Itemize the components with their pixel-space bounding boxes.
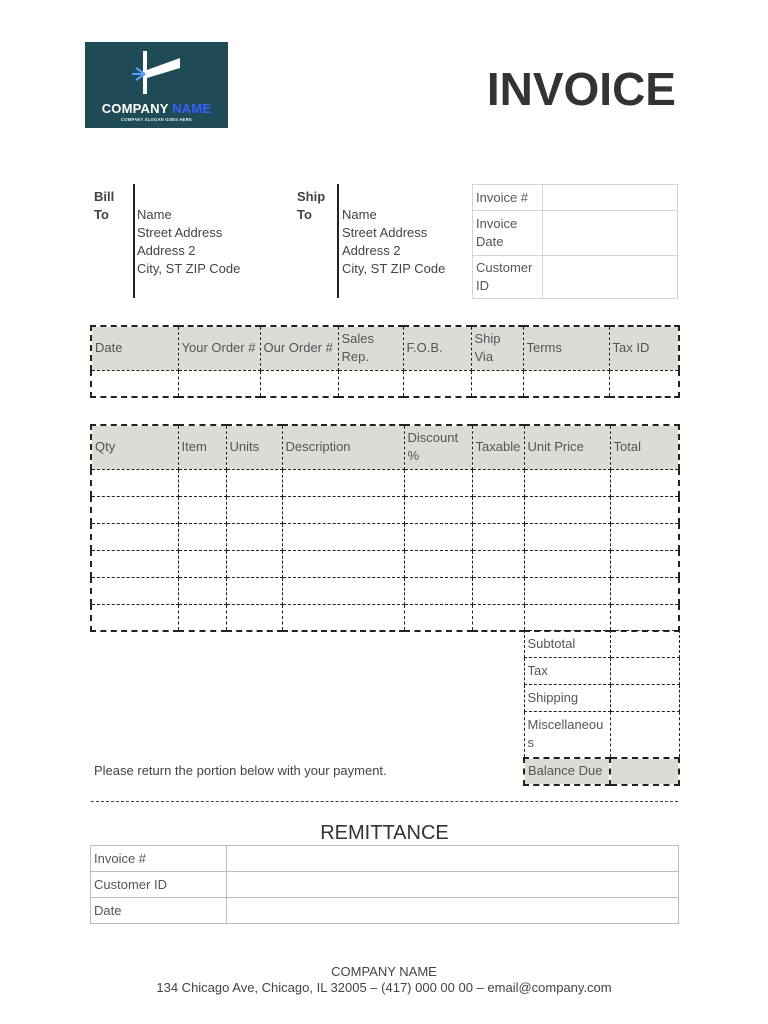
items-header-cell: Description [282, 425, 404, 469]
footer [0, 964, 768, 996]
invoice-title: INVOICE [486, 63, 676, 115]
remittance-title: REMITTANCE [320, 822, 449, 844]
invoice-meta-table [472, 184, 678, 299]
order-header-cell: Sales Rep. [338, 326, 403, 370]
meta-value[interactable] [543, 211, 678, 256]
items-header-cell: Taxable [472, 425, 524, 469]
order-entry-cell[interactable] [178, 370, 260, 397]
summary-value[interactable] [610, 685, 679, 712]
remittance-value[interactable] [227, 846, 679, 872]
bill-to-address: Name Street Address Address 2 City, ST ZIP Code [137, 207, 241, 276]
summary-value[interactable] [610, 631, 679, 658]
order-entry-cell[interactable] [403, 370, 471, 397]
summary-table [523, 630, 680, 786]
order-header-cell: Date [91, 326, 178, 370]
balance-due-row [524, 758, 679, 785]
line-item-cell[interactable] [524, 550, 610, 577]
order-entry-cell[interactable] [471, 370, 523, 397]
items-header-cell: Units [226, 425, 282, 469]
line-item-cell[interactable] [226, 469, 282, 496]
line-item-cell[interactable] [524, 604, 610, 631]
meta-row [473, 256, 678, 299]
line-item-cell[interactable] [91, 496, 178, 523]
line-item-cell[interactable] [524, 577, 610, 604]
summary-row [524, 631, 679, 658]
line-item-cell[interactable] [178, 523, 226, 550]
line-item-cell[interactable] [472, 604, 524, 631]
line-item-cell[interactable] [524, 496, 610, 523]
items-header-cell: Item [178, 425, 226, 469]
meta-label: Invoice # [473, 185, 543, 211]
summary-label: Balance Due [524, 758, 610, 785]
line-item-cell[interactable] [91, 523, 178, 550]
line-item-cell[interactable] [472, 550, 524, 577]
items-header-cell: Discount % [404, 425, 472, 469]
line-item-cell[interactable] [524, 523, 610, 550]
meta-label: Customer ID [473, 256, 543, 299]
meta-value[interactable] [543, 185, 678, 211]
arrow-logo-icon [130, 48, 182, 100]
cut-line [91, 801, 678, 802]
line-item-cell[interactable] [91, 469, 178, 496]
items-header-row [91, 425, 679, 469]
ship-to-address: Name Street Address Address 2 City, ST ZIP Code [342, 207, 446, 276]
items-header-cell: Unit Price [524, 425, 610, 469]
order-header-cell: Tax ID [609, 326, 679, 370]
summary-label: Miscellaneous [524, 712, 610, 758]
line-item-cell[interactable] [404, 577, 472, 604]
line-item-cell[interactable] [282, 604, 404, 631]
bill-to-divider [133, 184, 135, 298]
line-item-cell[interactable] [178, 577, 226, 604]
line-item-cell[interactable] [178, 604, 226, 631]
line-item-cell[interactable] [610, 550, 679, 577]
line-item-cell[interactable] [404, 523, 472, 550]
line-item-cell[interactable] [404, 469, 472, 496]
order-header-cell: Our Order # [260, 326, 338, 370]
line-item-cell[interactable] [282, 469, 404, 496]
summary-label: Tax [524, 658, 610, 685]
summary-label: Subtotal [524, 631, 610, 658]
line-item-cell[interactable] [226, 577, 282, 604]
remittance-row [91, 846, 679, 872]
line-item-cell[interactable] [404, 496, 472, 523]
line-item-row [91, 577, 679, 604]
ship-to-divider [337, 184, 339, 298]
remittance-label: Customer ID [91, 872, 227, 898]
remittance-label: Invoice # [91, 846, 227, 872]
line-item-row [91, 604, 679, 631]
line-item-cell[interactable] [404, 550, 472, 577]
order-header-row [91, 326, 679, 370]
items-header-cell: Total [610, 425, 679, 469]
company-logo [85, 42, 228, 128]
order-entry-cell[interactable] [609, 370, 679, 397]
line-item-cell[interactable] [610, 496, 679, 523]
line-item-cell[interactable] [472, 523, 524, 550]
line-item-cell[interactable] [282, 550, 404, 577]
line-items-table [90, 424, 680, 632]
order-header-cell: Terms [523, 326, 609, 370]
bill-to-label: Bill To [94, 189, 115, 222]
logo-slogan: COMPANY SLOGAN GOES HERE [121, 117, 192, 122]
meta-value[interactable] [543, 256, 678, 299]
remittance-value[interactable] [227, 898, 679, 924]
order-entry-cell[interactable] [523, 370, 609, 397]
order-entry-cell[interactable] [260, 370, 338, 397]
order-header-cell: Your Order # [178, 326, 260, 370]
line-item-cell[interactable] [91, 577, 178, 604]
summary-value[interactable] [610, 658, 679, 685]
line-item-cell[interactable] [282, 577, 404, 604]
line-item-row [91, 469, 679, 496]
summary-label: Shipping [524, 685, 610, 712]
order-entry-cell[interactable] [91, 370, 178, 397]
line-item-cell[interactable] [226, 604, 282, 631]
line-item-cell[interactable] [610, 604, 679, 631]
summary-value[interactable] [610, 758, 679, 785]
summary-row [524, 658, 679, 685]
order-info-table [90, 325, 680, 398]
summary-row [524, 712, 679, 758]
line-item-cell[interactable] [472, 496, 524, 523]
remittance-table [90, 845, 679, 924]
line-item-cell[interactable] [178, 550, 226, 577]
line-item-row [91, 550, 679, 577]
line-item-cell[interactable] [226, 550, 282, 577]
return-note: Please return the portion below with your payment. [94, 763, 387, 778]
line-item-cell[interactable] [226, 523, 282, 550]
line-item-cell[interactable] [178, 469, 226, 496]
items-header-cell: Qty [91, 425, 178, 469]
line-item-cell[interactable] [226, 496, 282, 523]
remittance-row [91, 898, 679, 924]
line-item-row [91, 523, 679, 550]
order-entry-cell[interactable] [338, 370, 403, 397]
remittance-row [91, 872, 679, 898]
line-item-cell[interactable] [610, 523, 679, 550]
meta-label: Invoice Date [473, 211, 543, 256]
footer-company: COMPANY NAME [331, 964, 437, 979]
order-header-cell: F.O.B. [403, 326, 471, 370]
line-item-cell[interactable] [91, 604, 178, 631]
line-item-cell[interactable] [524, 469, 610, 496]
summary-row [524, 685, 679, 712]
footer-contact: 134 Chicago Ave, Chicago, IL 32005 – (417) 000 00 00 – email@company.com [156, 980, 612, 995]
line-item-cell[interactable] [178, 496, 226, 523]
ship-to-label: Ship To [297, 189, 326, 222]
line-item-cell[interactable] [472, 577, 524, 604]
remittance-value[interactable] [227, 872, 679, 898]
line-item-cell[interactable] [91, 550, 178, 577]
line-item-cell[interactable] [282, 496, 404, 523]
summary-value[interactable] [610, 712, 679, 758]
remittance-label: Date [91, 898, 227, 924]
line-item-cell[interactable] [610, 469, 679, 496]
order-header-cell: Ship Via [471, 326, 523, 370]
line-item-row [91, 496, 679, 523]
order-entry-row [91, 370, 679, 397]
logo-company-name: COMPANY NAME [101, 101, 212, 116]
line-item-cell[interactable] [282, 523, 404, 550]
line-item-cell[interactable] [472, 469, 524, 496]
line-item-cell[interactable] [404, 604, 472, 631]
line-item-cell[interactable] [610, 577, 679, 604]
meta-row [473, 211, 678, 256]
meta-row [473, 185, 678, 211]
